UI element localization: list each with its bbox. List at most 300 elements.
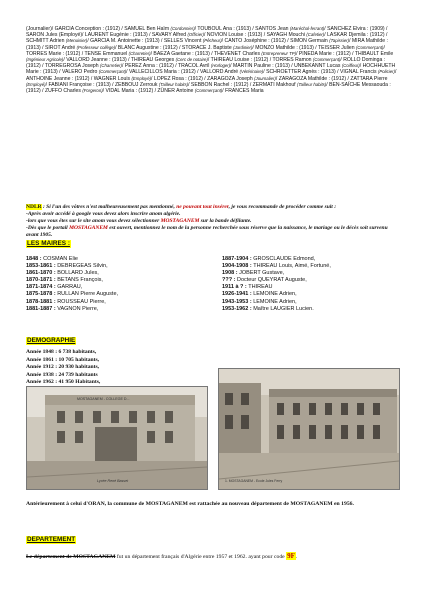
separator: /: [115, 44, 118, 51]
person-name: THIBAULT Emile: [354, 50, 394, 57]
separator: /: [188, 81, 191, 88]
marriage-year: : (1913): [270, 63, 292, 70]
population-row: Année 1848 : 6 738 habitants,: [26, 349, 97, 355]
marriage-year: : (1912): [26, 81, 391, 95]
maire-years: 1926-1941 :: [222, 291, 254, 298]
separator: /: [121, 63, 125, 70]
profession: (Commerçant): [194, 88, 223, 94]
separator: /: [383, 44, 385, 51]
maire-row: [26, 284, 216, 291]
profession: (Policier): [378, 69, 395, 75]
maire-years: 1881-1887 :: [26, 305, 58, 312]
marriage-year: : (1913): [231, 26, 253, 32]
marriage-year: : (1913): [128, 32, 150, 39]
separator: /: [197, 69, 201, 76]
name-entry: [327, 26, 386, 32]
spouse-name: TOUBOUL Ana: [197, 26, 232, 32]
name-entry: [224, 38, 291, 45]
maire-row: [222, 270, 402, 277]
marriage-year: : (1912): [365, 32, 386, 39]
population-row: Année 1861 : 10 705 habitants,: [26, 356, 100, 363]
marriage-year: : (1912): [249, 57, 270, 64]
person-name: ZATTARA Pierre: [350, 75, 388, 82]
population-row: Année 1938 : 24 739 habitants: [26, 371, 98, 378]
profession: (Coiffeur): [341, 63, 360, 69]
profession: (Tapissier): [329, 38, 350, 44]
maire-years: 1848 :: [26, 256, 44, 262]
separator: /: [287, 38, 291, 45]
separator: /: [252, 26, 256, 32]
ndlr-line-1: [26, 204, 398, 211]
name-entry: [45, 45, 115, 51]
spouse-name: BLANC Augustine: [117, 44, 159, 51]
marriage-year: : (1912): [176, 69, 198, 76]
marriage-year: : (1912): [266, 38, 288, 45]
profession: (Employé): [26, 81, 46, 87]
spouse-name: CANTO Joséphine: [224, 38, 267, 45]
spouse-name: ZARAGOZA Mathilde: [278, 75, 328, 82]
marriage-year: : (1912): [101, 26, 122, 32]
maire-name: LEMOINE Adrien,: [253, 291, 297, 298]
maire-name: THIREAU Louis, Aimé, Fortuné,: [253, 263, 331, 270]
profession: (Tailleur habits): [158, 81, 189, 87]
name-entry: [45, 81, 113, 88]
lycee-photo-image: [27, 387, 207, 489]
marriage-year: : (1913): [107, 57, 129, 64]
spouse-name: MIRA Mathilde: [351, 38, 386, 45]
names-paragraph: [26, 26, 398, 94]
separator: /: [121, 26, 125, 32]
maire-row: [222, 299, 402, 306]
photo-ecole: [218, 368, 400, 490]
separator: /: [324, 32, 328, 39]
name-entry: [124, 26, 194, 32]
separator: /: [315, 44, 319, 51]
spouse-name: PEREZ Anna: [124, 63, 155, 70]
spouse-name: BAEZA Gaetane: [153, 50, 191, 57]
person-name: TRACOL Avril: [177, 63, 211, 70]
name-entry: [45, 88, 103, 94]
maire-name: COSMAN Elie: [43, 256, 78, 262]
separator: /: [150, 50, 154, 57]
name-entry: [272, 57, 344, 64]
separator: /: [385, 32, 388, 39]
departement-code: 9F: [287, 552, 295, 560]
population-row: Année 1962 : 41 950 Habitants,: [26, 379, 101, 386]
name-entry: [26, 51, 82, 57]
name-entry: [178, 63, 230, 69]
name-entry: [94, 76, 151, 82]
ndlr-line-3-a: -lors que vous êtes sur le site anom vous devez sélectionner: [26, 217, 161, 224]
separator: /: [326, 81, 330, 88]
spouse-name: VALLORD Jeanne: [66, 57, 108, 64]
profession: (Tailleur habits): [297, 81, 327, 87]
maire-row: [26, 306, 216, 313]
marriage-year: : (1912): [70, 75, 91, 82]
spouse-name: HOCHHUETH Marie: [26, 63, 396, 76]
spouse-name: SEBBON Rachel: [190, 81, 230, 88]
name-entry: [129, 69, 197, 75]
marriage-year: : (1912): [229, 81, 250, 88]
name-entry: [225, 88, 264, 94]
maire-row: [222, 291, 402, 298]
profession: (Maréchal-ferrant): [289, 26, 325, 31]
profession: (Professeur collège): [76, 44, 116, 50]
maires-right-column: [222, 256, 402, 313]
name-entry: [207, 32, 264, 38]
spouse-name: VALLECILLOS Maria: [129, 69, 177, 76]
separator: /: [394, 69, 397, 76]
photo-lycee: [26, 386, 208, 490]
separator: /: [221, 38, 225, 45]
profession: (Journalier): [254, 75, 276, 81]
spouse-name: ANTHOINE Jeanne: [26, 75, 71, 82]
name-entry: [45, 63, 122, 69]
profession: (Cordonnier): [170, 26, 195, 31]
name-entry: [26, 38, 87, 44]
name-entry: [266, 69, 337, 75]
separator: /: [59, 69, 62, 76]
person-name: VALERO Pedro: [61, 69, 99, 76]
profession: (Pêcheur): [202, 38, 222, 44]
maire-row: [222, 277, 402, 284]
spouse-name: LASKAR Djemila: [327, 32, 366, 39]
name-entry: [154, 76, 204, 82]
separator: /: [386, 26, 388, 32]
separator: /: [340, 57, 344, 64]
departement-end: .: [295, 554, 298, 560]
separator: /: [203, 32, 207, 39]
marriage-year: : (1912): [327, 75, 348, 82]
maire-name: THIREAU: [248, 284, 273, 291]
ndlr-mostaganem-2: MOSTAGANEM: [69, 224, 108, 231]
ndlr-line-4-a: -Dès que le portail: [26, 224, 70, 231]
name-entry: [214, 51, 296, 57]
name-entry: [81, 50, 151, 57]
name-entry: [106, 88, 155, 94]
separator: /: [90, 75, 94, 82]
departement-paragraph: [26, 553, 398, 561]
separator: /: [175, 63, 178, 70]
maire-row: [26, 291, 216, 298]
name-entry: [255, 45, 315, 51]
separator: /: [81, 50, 85, 57]
annexion-paragraph: Antérieurement à celui d'ORAN, la commune de MOSTAGANEM est rattachée au nouveau département de MOSTAGANEM en 1956.: [26, 501, 354, 507]
person-name: SIROT André: [44, 44, 77, 51]
profession: (Officier): [187, 32, 204, 38]
person-name: SANTOS Jean: [255, 26, 290, 32]
marriage-year: : (1912): [154, 63, 176, 70]
spouse-name: (Journalier)/ GARCIA Conception: [26, 26, 102, 32]
person-name: ZÜNER Antoine: [157, 88, 195, 95]
marriage-year: : (1913): [190, 50, 212, 57]
maire-name: DEBREGEAS Silvin,: [57, 263, 108, 270]
spouse-name: ROLLO Dominga: [343, 57, 383, 64]
ndlr-text: : Si l'un des vôtres n'est malheureusement pas mentionné,: [41, 204, 177, 210]
ndlr-line-3-c: sur la bande défilante.: [199, 217, 252, 224]
separator: /: [87, 38, 91, 45]
separator: /: [126, 69, 130, 76]
name-entry: [211, 57, 270, 63]
maire-years: 1870-1871 :: [26, 277, 58, 284]
spouse-name: MONZO Mathilde: [255, 44, 295, 51]
marriage-year: : (1913): [294, 44, 316, 51]
spouse-name: SARON Jules (Employé)/ LAURENT Eugénie: [26, 32, 129, 39]
name-entry: [150, 50, 212, 57]
ndlr-label: NDLR: [26, 204, 42, 210]
person-name: ZEBBOUJ Zerrouk: [114, 81, 159, 88]
maire-years: 1871-1874 :: [26, 284, 58, 291]
marriage-year: : (1912): [26, 57, 386, 70]
name-entry: [154, 88, 223, 95]
maire-years: ??? :: [222, 277, 237, 284]
name-entry: [66, 57, 128, 63]
lycee-sign: MOSTAGANEM - COLLEGE D...: [77, 397, 130, 401]
name-entry: [233, 63, 291, 69]
person-name: THEVENET Charles: [213, 50, 262, 57]
ndlr-line-2: -Après avoir accédé à google vous devez alors inscrire anom algérie.: [26, 210, 181, 217]
person-name: SIMON Germain: [290, 38, 330, 45]
name-entry: [118, 45, 179, 51]
profession: (Ingénieur Agricole): [26, 57, 64, 63]
population-row: Année 1912 : 20 930 habitants,: [26, 364, 100, 371]
person-name: VALLORD André: [200, 69, 240, 76]
maire-name: GROSCLAUDE Edmond,: [253, 256, 316, 262]
population-list: [26, 349, 100, 387]
separator: /: [352, 50, 355, 57]
maire-row: [26, 256, 216, 263]
profession: (Charretier): [100, 63, 122, 69]
profession: (Cerc de notaire): [175, 57, 208, 63]
name-entry: [181, 44, 256, 51]
person-name: ZARAGOZA Joseph: [207, 75, 255, 82]
profession: (Commerçant): [98, 69, 127, 75]
name-entry: [131, 57, 208, 63]
profession: (Entrepreneur TP): [261, 50, 297, 56]
separator: /: [160, 38, 164, 45]
spouse-name: SCHROETTER Agnès: [266, 69, 317, 76]
separator: /: [63, 57, 67, 64]
person-name: SELLES Vincent: [163, 38, 203, 45]
maire-name: GARRAU,: [57, 284, 83, 291]
person-name: SAYAGH Mouchi: [266, 32, 307, 39]
profession: (Charretier): [128, 50, 151, 56]
separator: /: [112, 81, 115, 88]
name-entry: [26, 76, 91, 82]
maire-name: Docteur QUEYRAT Auguste,: [236, 277, 307, 284]
marriage-year: : (1913): [38, 69, 60, 76]
person-name: ZUFFO Charles: [44, 88, 83, 95]
name-entry: [200, 69, 263, 75]
maire-row: [222, 256, 402, 263]
ndlr-note: [26, 204, 398, 239]
separator: /: [42, 44, 45, 51]
name-entry: [294, 63, 360, 69]
name-entry: [90, 38, 161, 44]
separator: /: [296, 50, 299, 57]
name-entry: [290, 38, 349, 44]
departement-text: fut un département français d'Algérie entre 1957 et 1962. ayant pour code: [115, 554, 287, 560]
name-entry: [115, 82, 188, 88]
name-entry: [125, 63, 175, 69]
separator: /: [151, 75, 154, 82]
maire-years: 1943-1953 :: [222, 298, 254, 305]
person-name: THIREAU Georges: [130, 57, 176, 64]
separator: /: [359, 63, 363, 70]
spouse-name: VIDAL Maria: [105, 88, 135, 95]
maire-name: RULLAN Pierre Auguste,: [57, 291, 119, 298]
separator: /: [204, 75, 208, 82]
ecole-photo-image: [219, 369, 399, 489]
ndlr-line-4-c: est ouvert, mentionnez le nom de la personne recherchée sous réserve que la naissance, le mariage ou le décès soit survenu avant 1905.: [26, 224, 388, 238]
ndlr-line-4: [26, 225, 398, 239]
marriage-year: : (1913): [26, 38, 388, 51]
separator: /: [263, 69, 267, 76]
maire-row: [222, 306, 402, 313]
name-entry: [152, 32, 204, 38]
person-name: ZERMATI Makhouf: [252, 81, 298, 88]
maire-name: LEMOINE Adrien,: [253, 298, 297, 305]
profession: (Horloger): [210, 63, 231, 69]
spouse-name: FABIANI Françoise: [48, 81, 92, 88]
separator: /: [222, 88, 226, 95]
lycee-caption: Lycée René Basset: [97, 479, 129, 483]
separator: /: [269, 57, 273, 64]
maire-row: [26, 263, 216, 270]
separator: /: [211, 50, 214, 57]
maire-row: [222, 284, 402, 291]
separator: /: [291, 63, 295, 70]
name-entry: [279, 76, 348, 82]
name-entry: [207, 76, 276, 82]
separator: /: [349, 38, 352, 45]
person-name: SAVARY Alfred: [151, 32, 188, 39]
separator: /: [207, 57, 211, 64]
maire-years: 1861-1870 :: [26, 270, 58, 277]
separator: /: [42, 88, 45, 95]
maire-name: VAGNON Pierre,: [57, 305, 99, 312]
person-name: TORREGROSA Joseph: [44, 63, 100, 70]
separator: /: [337, 69, 340, 76]
maire-name: ROUSSEAU Pierre,: [57, 298, 106, 305]
marriage-year: : (1912): [158, 44, 180, 51]
separator: /: [128, 57, 131, 64]
separator: /: [42, 63, 45, 70]
separator: /: [149, 32, 152, 39]
marriage-year: : (1913): [140, 38, 161, 45]
maire-years: 1953-1962 :: [222, 305, 254, 312]
maire-row: [222, 263, 402, 270]
person-name: SAMUEL Ben Haïm: [124, 26, 171, 32]
name-entry: [318, 45, 383, 51]
separator: /: [252, 44, 256, 51]
spouse-name: SANCHEZ Elvira: [327, 26, 366, 32]
maires-left-column: [26, 256, 216, 313]
maire-row: [26, 299, 216, 306]
name-entry: [26, 32, 149, 38]
maire-years: 1908 :: [222, 270, 240, 277]
marriage-year: : (1909): [365, 26, 387, 32]
maire-name: BETANS François,: [57, 277, 103, 284]
marriage-year: : (1912): [134, 88, 155, 95]
person-name: STORACE J. Baptiste: [181, 44, 234, 51]
person-name: SCHMITT Adrien: [26, 38, 66, 45]
maire-years: 1853-1861 :: [26, 263, 58, 270]
profession: (Forgeron): [82, 88, 103, 94]
person-name: TORRES Ramon: [272, 57, 313, 64]
name-entry: [266, 32, 328, 39]
demographie-heading: DEMOGRAPHIE: [27, 337, 76, 344]
name-entry: [191, 82, 250, 88]
person-name: WAGNER Louis: [93, 75, 132, 82]
maire-years: 1878-1881 :: [26, 298, 58, 305]
profession: (Employé): [131, 75, 152, 81]
ndlr-line-3: [26, 218, 398, 225]
maires-heading: LES MAIRES :: [27, 240, 70, 247]
ecole-caption: 1. MOSTAGANEM - Ecole Jules Ferry: [225, 479, 283, 483]
maire-row: [26, 277, 216, 284]
maire-name: BOLLARD Jules,: [57, 270, 99, 277]
ndlr-emphasis: ne pouvant tout insérer: [176, 204, 229, 210]
name-entry: [340, 69, 395, 75]
separator: /: [263, 32, 267, 39]
profession: (Menuisier): [65, 38, 88, 44]
maire-years: 1887-1904 :: [222, 256, 254, 262]
profession: (Cafetier): [306, 32, 325, 38]
name-entry: [327, 32, 386, 38]
maire-name: JOBERT Gustave,: [239, 270, 285, 277]
departement-strike: Le département de MOSTAGANEM: [26, 554, 116, 560]
profession: (Commerçant): [355, 44, 384, 50]
spouse-name: THIREAU Louise: [210, 57, 250, 64]
name-entry: [62, 69, 126, 75]
separator: /: [154, 88, 158, 95]
person-name: TEISSER Julien: [318, 44, 356, 51]
maire-years: 1904-1908 :: [222, 263, 254, 270]
person-name: VIGNAL Francis: [339, 69, 378, 76]
name-entry: [26, 26, 121, 32]
spouse-name: MARTIN Pauline: [233, 63, 271, 70]
ndlr-text-end: , je vous recommande de procéder comme suit :: [228, 204, 337, 210]
maire-row: [26, 270, 216, 277]
separator: /: [347, 75, 351, 82]
profession: (Commerçant): [312, 57, 341, 63]
spouse-name: NOVION Louise: [206, 32, 244, 39]
profession: (Jardinier): [233, 44, 253, 50]
separator: /: [102, 88, 106, 95]
ndlr-mostaganem: MOSTAGANEM: [160, 217, 200, 224]
spouse-name: FRANCES Maria: [225, 88, 264, 95]
separator: /: [179, 44, 182, 51]
marriage-year: : (1912): [331, 50, 353, 57]
separator: /: [45, 81, 49, 88]
marriage-year: : (1913): [91, 81, 113, 88]
profession: (Vétérinaire): [239, 69, 264, 75]
spouse-name: PINEDA Marie: [298, 50, 332, 57]
departement-heading: DEPARTEMENT: [27, 536, 76, 543]
spouse-name: BEN-SAÏCHE Messaouda: [329, 81, 388, 88]
person-name: TENSE Emmanuel: [84, 50, 129, 57]
spouse-name: LOPEZ Rosa: [153, 75, 184, 82]
separator: /: [230, 63, 233, 70]
separator: /: [249, 81, 253, 88]
name-entry: [252, 81, 330, 88]
name-entry: [164, 38, 222, 44]
separator: /: [324, 26, 328, 32]
separator: /: [194, 26, 198, 32]
name-entry: [299, 51, 352, 57]
marriage-year: : (1912): [183, 75, 205, 82]
